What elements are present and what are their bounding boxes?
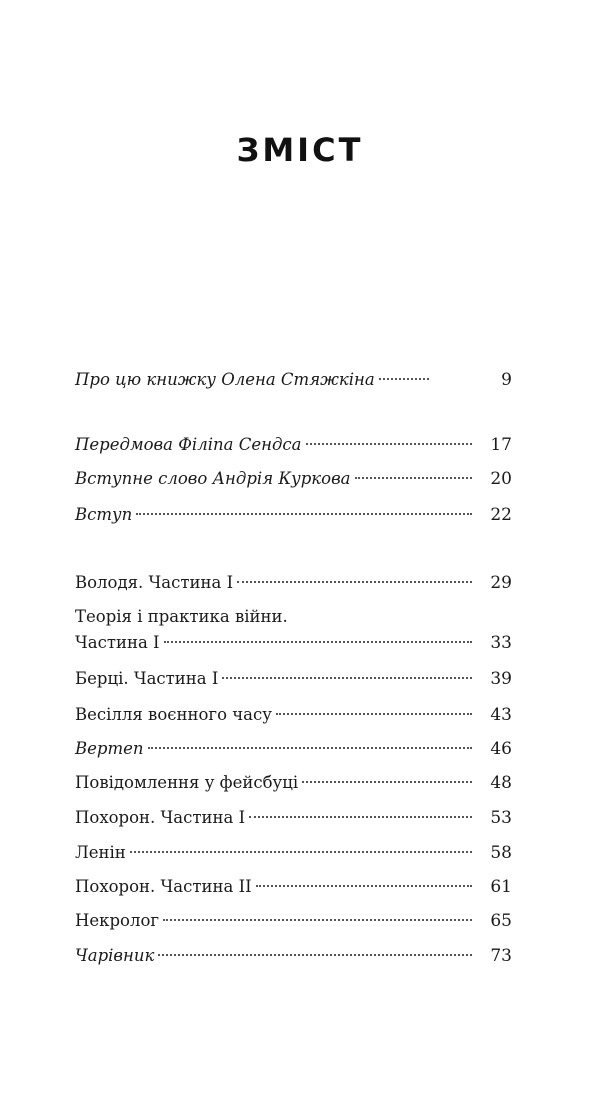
dot-leader xyxy=(237,581,472,583)
toc-entry xyxy=(75,840,512,866)
toc-entry xyxy=(75,805,512,831)
toc-entry-title: Вертеп xyxy=(75,739,144,758)
toc-entry-title: Похорон. Частина I xyxy=(75,808,246,827)
dot-leader xyxy=(158,954,472,956)
toc-entry xyxy=(75,570,512,596)
dot-leader xyxy=(302,781,472,783)
toc-entry xyxy=(75,770,512,796)
toc-page-number: 29 xyxy=(490,573,512,593)
toc-entry-title: Весілля воєнного часу xyxy=(75,705,272,724)
toc-entry xyxy=(75,502,512,528)
toc-page-number: 46 xyxy=(490,739,512,759)
page-title: ЗМІСТ xyxy=(236,131,364,169)
toc-page-number: 39 xyxy=(490,669,512,689)
toc-page-number: 53 xyxy=(490,808,512,828)
toc-entry-title: Ленін xyxy=(75,843,126,862)
toc-entry-title: Про цю книжку Олена Стяжкіна xyxy=(75,370,375,389)
toc-entry xyxy=(75,908,512,934)
toc-entry xyxy=(75,702,512,728)
dot-leader xyxy=(164,641,472,643)
toc-entry xyxy=(75,432,512,458)
toc-entry-title: Некролог xyxy=(75,911,160,930)
toc-page-number: 9 xyxy=(501,370,512,390)
toc-page-number: 20 xyxy=(490,469,512,489)
toc-page-number: 73 xyxy=(490,946,512,966)
toc-entry-title: Берці. Частина I xyxy=(75,669,219,688)
toc-entry-title: Вступ xyxy=(75,505,133,524)
toc-page-number: 43 xyxy=(490,705,512,725)
toc-entry xyxy=(75,666,512,692)
dot-leader xyxy=(379,378,429,380)
toc-page-number: 17 xyxy=(490,435,512,455)
toc-entry-title: Частина I xyxy=(75,633,160,652)
toc-page-number: 48 xyxy=(490,773,512,793)
dot-leader xyxy=(222,677,472,679)
toc-entry-title: Вступне слово Андрія Куркова xyxy=(75,469,351,488)
toc-entry xyxy=(75,367,512,393)
toc-entry-title: Володя. Частина I xyxy=(75,573,234,592)
dot-leader xyxy=(249,816,472,818)
dot-leader xyxy=(355,477,472,479)
toc-entry xyxy=(75,466,512,492)
dot-leader xyxy=(148,747,473,749)
dot-leader xyxy=(256,885,472,887)
toc-entry xyxy=(75,630,512,656)
toc-page-number: 65 xyxy=(490,911,512,931)
toc-entry-title: Похорон. Частина II xyxy=(75,877,252,896)
dot-leader xyxy=(136,513,472,515)
toc-page-number: 33 xyxy=(490,633,512,653)
toc-entry xyxy=(75,874,512,900)
dot-leader xyxy=(306,443,473,445)
toc-page-number: 58 xyxy=(490,843,512,863)
toc-page-number: 22 xyxy=(490,505,512,525)
dot-leader xyxy=(276,713,472,715)
toc-page-number: 61 xyxy=(490,877,512,897)
toc-entry-title-line1: Теорія і практика війни. xyxy=(75,607,288,626)
toc-entry-title: Передмова Філіпа Сендса xyxy=(75,435,302,454)
dot-leader xyxy=(130,851,472,853)
toc-entry-title: Повідомлення у фейсбуці xyxy=(75,773,299,792)
dot-leader xyxy=(163,919,472,921)
toc-entry-title: Чарівник xyxy=(75,946,155,965)
toc-entry xyxy=(75,736,512,762)
toc-entry xyxy=(75,943,512,969)
